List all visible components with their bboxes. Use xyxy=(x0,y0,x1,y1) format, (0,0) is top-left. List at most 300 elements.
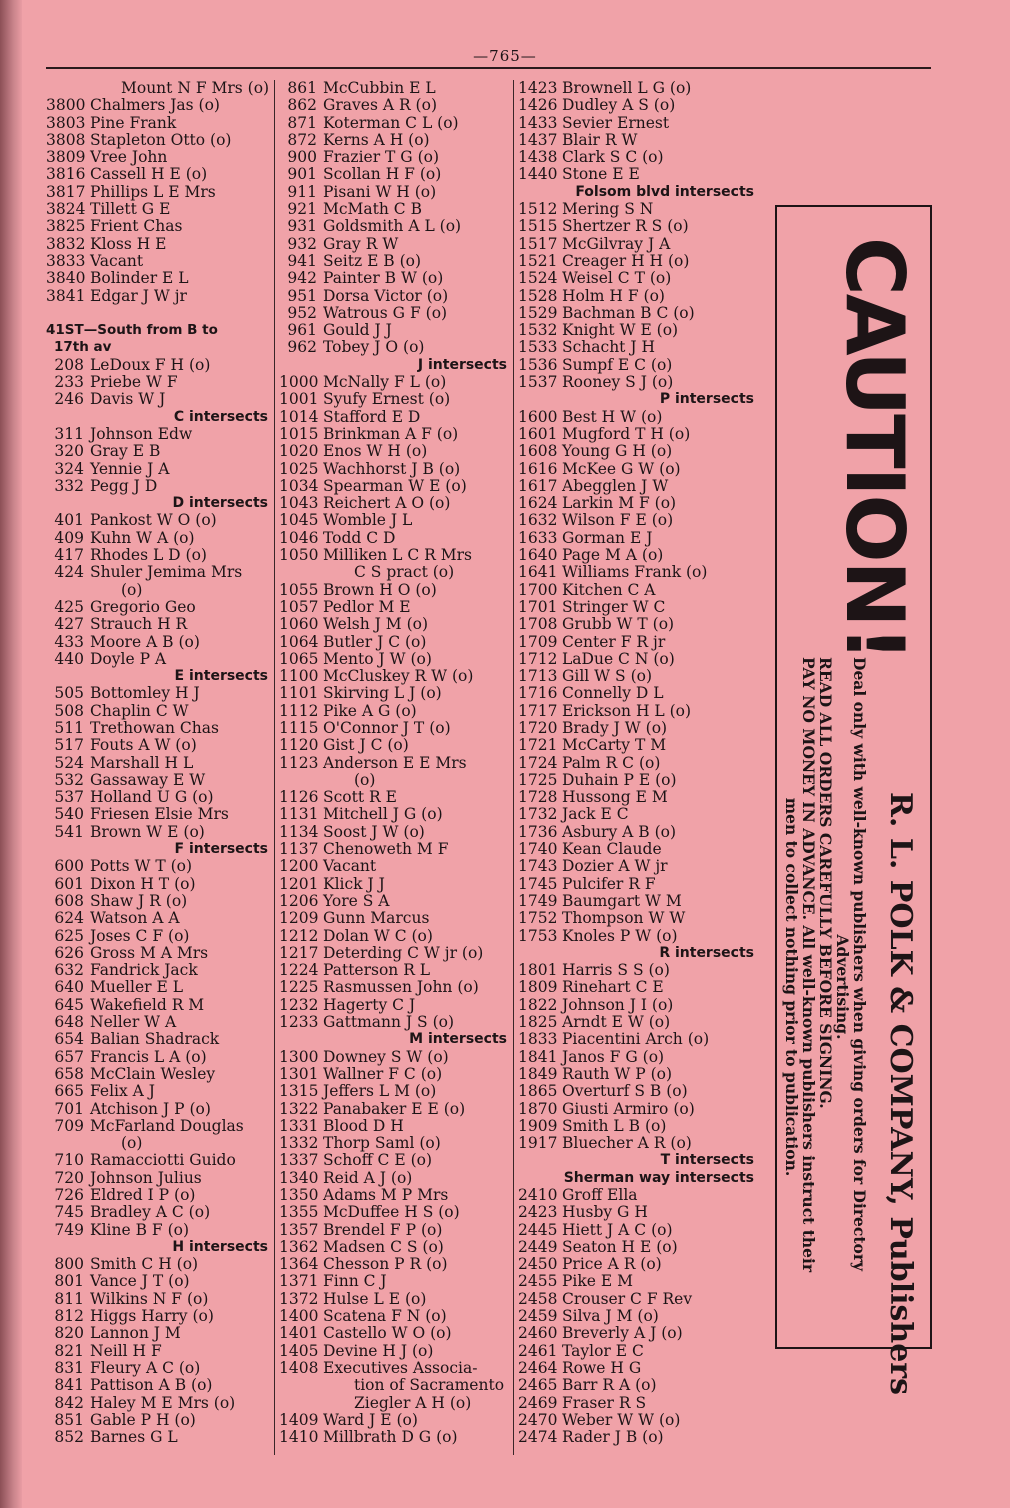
directory-entry xyxy=(518,305,758,322)
house-number: 600 xyxy=(54,858,84,876)
resident-name: Goldsmith A L (o) xyxy=(323,218,462,236)
house-number: 1015 xyxy=(279,425,319,443)
resident-name: Fraser R S xyxy=(562,1394,647,1412)
directory-entry xyxy=(279,858,511,875)
resident-name: Milliken L C R Mrs xyxy=(323,547,473,565)
resident-name: Mering S N xyxy=(562,201,654,219)
directory-entry xyxy=(279,599,511,616)
house-number: 1617 xyxy=(518,477,558,495)
directory-entry xyxy=(279,1343,511,1360)
directory-entry xyxy=(46,1273,272,1290)
house-number: 2458 xyxy=(518,1290,558,1308)
house-number: 1745 xyxy=(518,875,558,893)
directory-column-3 xyxy=(518,80,758,1446)
directory-entry xyxy=(279,945,511,962)
directory-entry xyxy=(46,858,272,875)
resident-name: Johnson Julius xyxy=(90,1169,202,1187)
resident-name: Mitchell J G (o) xyxy=(323,806,443,824)
directory-entry xyxy=(279,236,511,253)
directory-entry xyxy=(518,1256,758,1273)
directory-entry xyxy=(46,184,272,201)
cross-street-heading: R intersects xyxy=(659,944,754,961)
resident-name: Johnson Edw xyxy=(90,425,193,443)
house-number: 1709 xyxy=(518,633,558,651)
directory-entry xyxy=(279,1273,511,1290)
cross-street-heading: Folsom blvd intersects xyxy=(575,183,754,200)
resident-name: Jack E C xyxy=(562,806,629,824)
house-number: 511 xyxy=(54,719,84,737)
resident-name: Wilkins N F (o) xyxy=(90,1290,209,1308)
resident-name: Bradley A C (o) xyxy=(90,1204,211,1222)
house-number: 720 xyxy=(54,1169,84,1187)
house-number: 1123 xyxy=(279,754,319,772)
resident-name: Young G H (o) xyxy=(562,443,673,461)
directory-entry xyxy=(279,703,511,720)
directory-entry xyxy=(279,288,511,305)
directory-entry xyxy=(46,876,272,893)
resident-name: Holland U G (o) xyxy=(90,789,214,807)
resident-name: Reichert A O (o) xyxy=(323,495,451,513)
directory-entry xyxy=(46,945,272,962)
resident-name: LaDue C N (o) xyxy=(562,650,675,668)
resident-name: Brown H O (o) xyxy=(323,581,437,599)
resident-name: Seaton H E (o) xyxy=(562,1238,678,1256)
house-number: 1533 xyxy=(518,339,558,357)
house-number: 1362 xyxy=(279,1238,319,1256)
house-number: 3841 xyxy=(46,287,86,305)
house-number: 654 xyxy=(54,1031,84,1049)
resident-name: Grubb W T (o) xyxy=(562,616,675,634)
house-number: 409 xyxy=(54,529,84,547)
resident-name: Gunn Marcus xyxy=(323,910,430,928)
house-number: 1065 xyxy=(279,650,319,668)
resident-name: Rhodes L D (o) xyxy=(90,547,207,565)
directory-entry xyxy=(518,166,758,183)
directory-entry xyxy=(279,582,511,599)
directory-entry xyxy=(279,668,511,685)
directory-entry xyxy=(518,1031,758,1048)
resident-name: Pattison A B (o) xyxy=(90,1377,213,1395)
house-number: 1616 xyxy=(518,460,558,478)
cross-street-heading: F intersects xyxy=(174,841,268,858)
resident-name: Graves A R (o) xyxy=(323,97,437,115)
house-number: 645 xyxy=(54,996,84,1014)
directory-entry xyxy=(279,530,511,547)
resident-name: Gattmann J S (o) xyxy=(323,1014,455,1032)
directory-entry xyxy=(46,979,272,996)
resident-name: Fouts A W (o) xyxy=(90,737,197,755)
directory-entry xyxy=(279,512,511,529)
directory-entry xyxy=(279,1256,511,1273)
house-number: 1528 xyxy=(518,287,558,305)
house-number: 1640 xyxy=(518,547,558,565)
house-number: 2469 xyxy=(518,1394,558,1412)
house-number: 417 xyxy=(54,547,84,565)
directory-entry xyxy=(46,806,272,823)
resident-name: Ward J E (o) xyxy=(323,1411,418,1429)
directory-entry xyxy=(279,1118,511,1135)
directory-entry xyxy=(279,1187,511,1204)
resident-name: Reid A J (o) xyxy=(323,1169,413,1187)
house-number: 1633 xyxy=(518,529,558,547)
house-number: 911 xyxy=(287,183,317,201)
resident-name: Pulcifer R F xyxy=(562,875,656,893)
house-number: 861 xyxy=(287,80,317,97)
house-number: 852 xyxy=(54,1429,84,1447)
house-number: 811 xyxy=(54,1290,84,1308)
directory-entry xyxy=(518,1101,758,1118)
resident-name: McKee G W (o) xyxy=(562,460,681,478)
house-number: 932 xyxy=(287,235,317,253)
directory-entry xyxy=(279,1412,511,1429)
resident-name: Castello W O (o) xyxy=(323,1325,452,1343)
house-number: 1426 xyxy=(518,97,558,115)
directory-entry xyxy=(46,1031,272,1048)
directory-entry xyxy=(46,115,272,132)
resident-name: Smith C H (o) xyxy=(90,1256,199,1274)
directory-entry xyxy=(279,391,511,408)
house-number: 1371 xyxy=(279,1273,319,1291)
resident-name: Yore S A xyxy=(323,892,390,910)
resident-name: Pine Frank xyxy=(90,114,177,132)
ad-line: PAY NO MONEY IN ADVANCE. All well-known publishers instruct their xyxy=(799,657,818,1273)
directory-entry xyxy=(518,1412,758,1429)
resident-name: Vacant xyxy=(90,252,144,270)
resident-name: Hulse L E (o) xyxy=(323,1290,427,1308)
house-number: 1410 xyxy=(279,1429,319,1447)
house-number: 505 xyxy=(54,685,84,703)
resident-name: Soost J W (o) xyxy=(323,823,425,841)
house-number: 2455 xyxy=(518,1273,558,1291)
resident-name: Haley M E Mrs (o) xyxy=(90,1394,236,1412)
house-number: 1720 xyxy=(518,719,558,737)
house-number: 931 xyxy=(287,218,317,236)
resident-name: Gray R W xyxy=(323,235,399,253)
caution-advertisement xyxy=(775,205,932,1395)
resident-name: Bachman B C (o) xyxy=(562,304,695,322)
house-number: 1728 xyxy=(518,789,558,807)
house-number: 1057 xyxy=(279,598,319,616)
resident-name: Scollan H F (o) xyxy=(323,166,442,184)
resident-name: Blair R W xyxy=(562,131,638,149)
resident-name: Price A R (o) xyxy=(562,1256,662,1274)
column-divider xyxy=(274,80,275,1455)
directory-entry xyxy=(279,426,511,443)
resident-name: Asbury A B (o) xyxy=(562,823,677,841)
house-number: 1716 xyxy=(518,685,558,703)
resident-name: McFarland Douglas xyxy=(90,1117,244,1135)
resident-name: Joses C F (o) xyxy=(90,927,190,945)
resident-name: Yennie J A xyxy=(90,460,170,478)
resident-name: Silva J M (o) xyxy=(562,1308,659,1326)
directory-entry xyxy=(518,1066,758,1083)
entry-continuation: (o) xyxy=(121,581,143,599)
house-number: 3833 xyxy=(46,252,86,270)
house-number: 1408 xyxy=(279,1359,319,1377)
house-number: 952 xyxy=(287,304,317,322)
resident-name: Kitchen C A xyxy=(562,581,656,599)
directory-entry xyxy=(279,1170,511,1187)
house-number: 1137 xyxy=(279,841,319,859)
directory-entry xyxy=(279,443,511,460)
house-number: 2464 xyxy=(518,1359,558,1377)
house-number: 1437 xyxy=(518,131,558,149)
entry-continuation: Ziegler A H (o) xyxy=(354,1394,472,1412)
directory-entry xyxy=(279,1239,511,1256)
house-number: 1120 xyxy=(279,737,319,755)
directory-entry xyxy=(518,1291,758,1308)
directory-entry xyxy=(518,357,758,374)
resident-name: Johnson J I (o) xyxy=(562,996,674,1014)
cross-street-heading: E intersects xyxy=(174,668,268,685)
resident-name: Giusti Armiro (o) xyxy=(562,1100,695,1118)
column-divider xyxy=(513,80,514,1455)
house-number: 540 xyxy=(54,806,84,824)
directory-entry xyxy=(46,1291,272,1308)
directory-entry xyxy=(518,1239,758,1256)
house-number: 3824 xyxy=(46,201,86,219)
directory-entry xyxy=(518,806,758,823)
directory-entry xyxy=(279,1152,511,1169)
directory-entry xyxy=(46,1118,272,1135)
resident-name: Todd C D xyxy=(323,529,396,547)
directory-entry xyxy=(46,132,272,149)
house-number: 726 xyxy=(54,1187,84,1204)
house-number: 3808 xyxy=(46,131,86,149)
spacer xyxy=(46,305,272,322)
resident-name: Dudley A S (o) xyxy=(562,97,676,115)
resident-name: McCluskey R W (o) xyxy=(323,668,474,686)
directory-entry xyxy=(46,166,272,183)
house-number: 1340 xyxy=(279,1169,319,1187)
directory-entry xyxy=(46,703,272,720)
directory-entry xyxy=(279,634,511,651)
resident-name: Hussong E M xyxy=(562,789,668,807)
directory-entry xyxy=(518,703,758,720)
house-number: 1433 xyxy=(518,114,558,132)
directory-entry xyxy=(518,720,758,737)
resident-name: Wallner F C (o) xyxy=(323,1065,443,1083)
resident-name: Watson A A xyxy=(90,910,180,928)
directory-entry xyxy=(518,288,758,305)
house-number: 872 xyxy=(287,131,317,149)
house-number: 1046 xyxy=(279,529,319,547)
house-number: 1212 xyxy=(279,927,319,945)
entry-continuation: (o) xyxy=(354,771,376,789)
resident-name: Sevier Ernest xyxy=(562,114,670,132)
ad-headline: CAUTION! xyxy=(828,237,921,660)
house-number: 2450 xyxy=(518,1256,558,1274)
directory-entry xyxy=(518,1204,758,1221)
house-number: 246 xyxy=(54,391,84,409)
house-number: 1337 xyxy=(279,1152,319,1170)
resident-name: Eldred I P (o) xyxy=(90,1187,196,1204)
resident-name: Dorsa Victor (o) xyxy=(323,287,449,305)
directory-entry xyxy=(46,443,272,460)
resident-name: Cassell H E (o) xyxy=(90,166,208,184)
house-number: 1014 xyxy=(279,408,319,426)
resident-name: Mueller E L xyxy=(90,979,183,997)
house-number: 1001 xyxy=(279,391,319,409)
resident-name: Brownell L G (o) xyxy=(562,80,692,97)
resident-name: Watrous G F (o) xyxy=(323,304,448,322)
directory-entry xyxy=(518,1118,758,1135)
house-number: 601 xyxy=(54,875,84,893)
resident-name: Gregorio Geo xyxy=(90,598,196,616)
resident-name: Womble J L xyxy=(323,512,413,530)
directory-entry xyxy=(279,720,511,737)
house-number: 1401 xyxy=(279,1325,319,1343)
directory-entry xyxy=(46,201,272,218)
directory-entry xyxy=(279,253,511,270)
resident-name: Gross M A Mrs xyxy=(90,944,209,962)
house-number: 1732 xyxy=(518,806,558,824)
house-number: 1865 xyxy=(518,1083,558,1101)
resident-name: Taylor E C xyxy=(562,1342,644,1360)
resident-name: Kerns A H (o) xyxy=(323,131,430,149)
resident-name: Jeffers L M (o) xyxy=(323,1083,437,1101)
cross-street-heading: T intersects xyxy=(660,1152,754,1169)
house-number: 657 xyxy=(54,1048,84,1066)
directory-entry xyxy=(518,634,758,651)
resident-name: Smith L B (o) xyxy=(562,1117,667,1135)
resident-name: Connelly D L xyxy=(562,685,664,703)
directory-entry xyxy=(279,97,511,114)
directory-entry xyxy=(279,166,511,183)
directory-entry xyxy=(279,1204,511,1221)
directory-entry xyxy=(46,288,272,305)
directory-entry xyxy=(279,789,511,806)
directory-entry xyxy=(279,1325,511,1342)
resident-name: Weber W W (o) xyxy=(562,1411,681,1429)
resident-name: Butler J C (o) xyxy=(323,633,427,651)
resident-name: Kloss H E xyxy=(90,235,167,253)
resident-name: Wilson F E (o) xyxy=(562,512,674,530)
directory-entry xyxy=(46,253,272,270)
resident-name: Vree John xyxy=(90,149,168,167)
house-number: 624 xyxy=(54,910,84,928)
directory-entry xyxy=(518,1308,758,1325)
house-number: 1608 xyxy=(518,443,558,461)
house-number: 1115 xyxy=(279,719,319,737)
house-number: 2423 xyxy=(518,1204,558,1222)
directory-entry xyxy=(46,564,272,581)
directory-entry xyxy=(279,997,511,1014)
resident-name: Gable P H (o) xyxy=(90,1411,196,1429)
house-number: 332 xyxy=(54,477,84,495)
resident-name: Stapleton Otto (o) xyxy=(90,131,232,149)
house-number: 1232 xyxy=(279,996,319,1014)
resident-name: Sumpf E C (o) xyxy=(562,356,673,374)
directory-entry xyxy=(46,634,272,651)
resident-name: Spearman W E (o) xyxy=(323,477,467,495)
house-number: 401 xyxy=(54,512,84,530)
house-number: 1206 xyxy=(279,892,319,910)
resident-name: McClain Wesley xyxy=(90,1065,216,1083)
resident-name: Pisani W H (o) xyxy=(323,183,437,201)
house-number: 1372 xyxy=(279,1290,319,1308)
house-number: 626 xyxy=(54,944,84,962)
house-number: 1332 xyxy=(279,1135,319,1153)
directory-entry xyxy=(518,97,758,114)
directory-entry xyxy=(279,616,511,633)
house-number: 1045 xyxy=(279,512,319,530)
directory-entry xyxy=(518,270,758,287)
directory-entry xyxy=(46,374,272,391)
house-number: 1200 xyxy=(279,858,319,876)
resident-name: Rasmussen John (o) xyxy=(323,979,479,997)
resident-name: Mento J W (o) xyxy=(323,650,432,668)
resident-name: Tillett G E xyxy=(90,201,171,219)
resident-name: Patterson R L xyxy=(323,962,431,980)
house-number: 900 xyxy=(287,149,317,167)
directory-entry xyxy=(46,910,272,927)
resident-name: Barr R A (o) xyxy=(562,1377,657,1395)
directory-entry xyxy=(46,236,272,253)
house-number: 1736 xyxy=(518,823,558,841)
directory-entry xyxy=(279,115,511,132)
directory-entry xyxy=(46,1049,272,1066)
resident-name: Felix A J xyxy=(90,1083,155,1101)
resident-name: Page M A (o) xyxy=(562,547,664,565)
house-number: 1740 xyxy=(518,841,558,859)
directory-entry xyxy=(518,789,758,806)
house-number: 1217 xyxy=(279,944,319,962)
entry-continuation: (o) xyxy=(121,1135,143,1153)
house-number: 1131 xyxy=(279,806,319,824)
directory-entry xyxy=(46,426,272,443)
house-number: 427 xyxy=(54,616,84,634)
house-number: 821 xyxy=(54,1342,84,1360)
directory-entry xyxy=(518,1273,758,1290)
directory-entry xyxy=(279,1291,511,1308)
house-number: 1536 xyxy=(518,356,558,374)
house-number: 1809 xyxy=(518,979,558,997)
house-number: 1225 xyxy=(279,979,319,997)
directory-entry xyxy=(46,824,272,841)
house-number: 961 xyxy=(287,322,317,340)
house-number: 1917 xyxy=(518,1135,558,1153)
house-number: 1700 xyxy=(518,581,558,599)
cross-street-heading: J intersects xyxy=(417,356,507,373)
resident-name: Davis W J xyxy=(90,391,166,409)
directory-entry xyxy=(518,1135,758,1152)
directory-entry xyxy=(46,685,272,702)
resident-name: McNally F L (o) xyxy=(323,374,447,392)
directory-entry xyxy=(279,910,511,927)
resident-name: Erickson H L (o) xyxy=(562,702,692,720)
directory-entry xyxy=(279,962,511,979)
house-number: 1300 xyxy=(279,1048,319,1066)
directory-entry xyxy=(279,305,511,322)
house-number: 1801 xyxy=(518,962,558,980)
resident-name: McGilvray J A xyxy=(562,235,671,253)
directory-entry xyxy=(279,806,511,823)
directory-entry xyxy=(46,530,272,547)
directory-entry xyxy=(518,253,758,270)
resident-name: Rowe H G xyxy=(562,1359,642,1377)
house-number: 921 xyxy=(287,201,317,219)
resident-name: McCubbin E L xyxy=(323,80,436,97)
house-number: 1100 xyxy=(279,668,319,686)
house-number: 1438 xyxy=(518,149,558,167)
resident-name: Devine H J (o) xyxy=(323,1342,434,1360)
resident-name: Blood D H xyxy=(323,1117,404,1135)
house-number: 1043 xyxy=(279,495,319,513)
directory-column-2 xyxy=(279,80,511,1446)
cross-street-heading: P intersects xyxy=(659,391,754,408)
house-number: 2461 xyxy=(518,1342,558,1360)
